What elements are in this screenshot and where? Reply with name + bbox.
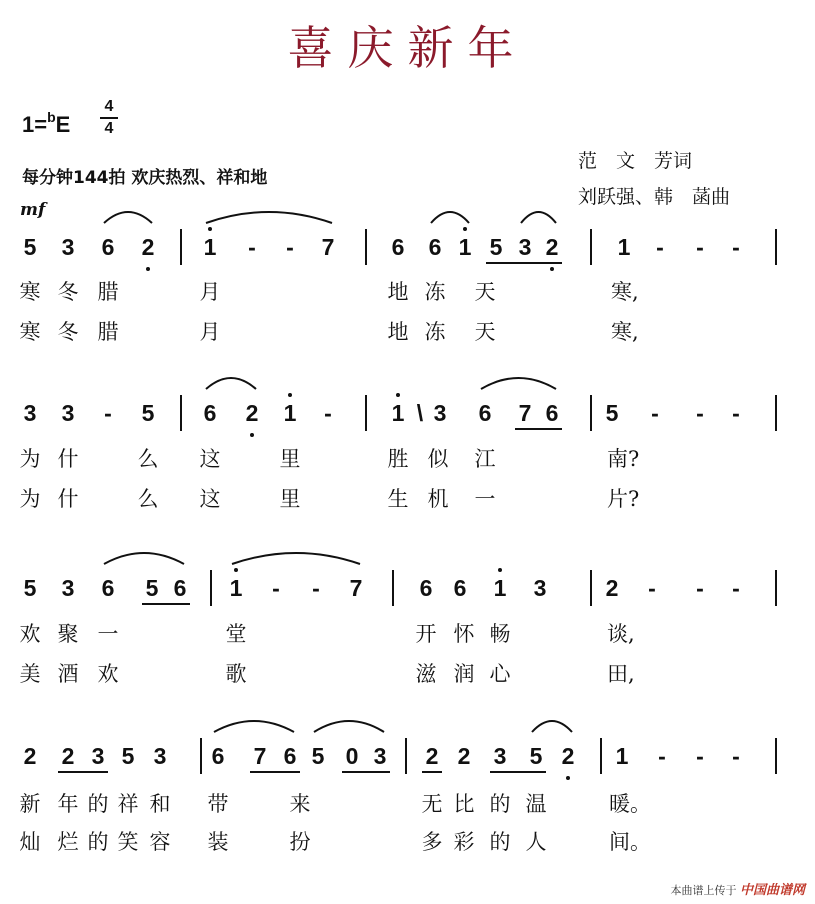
lyric-syllable: 的 <box>87 792 109 816</box>
note: - <box>696 234 704 260</box>
lyric-syllable: 祥 <box>117 792 139 816</box>
note: 3 <box>23 400 37 426</box>
time-bottom: 4 <box>104 120 114 137</box>
note: 5 <box>311 743 325 769</box>
bar-line <box>210 570 212 606</box>
note: 6 <box>545 400 559 426</box>
lyric-syllable: 畅 <box>489 622 511 646</box>
note: 6 <box>478 400 492 426</box>
note: 2 <box>61 743 75 769</box>
note: 5 <box>121 743 135 769</box>
lyric-syllable: 谈, <box>607 622 635 646</box>
eighth-underline <box>515 428 562 430</box>
lyric-syllable: 为 <box>19 447 41 471</box>
note: 5 <box>605 400 619 426</box>
bar-line <box>405 738 407 774</box>
note: 2 <box>425 743 439 769</box>
note: - <box>324 400 332 426</box>
note: 7 <box>518 400 532 426</box>
lyric-syllable: 容 <box>149 830 171 854</box>
note: - <box>651 400 659 426</box>
lyric-syllable: 这 <box>199 447 221 471</box>
note: - <box>658 743 666 769</box>
bar-line <box>590 229 592 265</box>
note: 1 <box>391 400 405 426</box>
slur <box>104 212 152 223</box>
page-title: 喜庆新年 <box>287 21 528 75</box>
lyric-syllable: 片? <box>607 487 640 511</box>
note: 2 <box>457 743 471 769</box>
note: 7 <box>321 234 335 260</box>
note: 2 <box>561 743 575 769</box>
lyric-syllable: 烂 <box>57 830 79 854</box>
bar-line <box>775 738 777 774</box>
note: - <box>696 400 704 426</box>
bar-line <box>180 395 182 431</box>
note: 6 <box>419 575 433 601</box>
note: 3 <box>518 234 532 260</box>
lyric-syllable: 什 <box>57 447 79 471</box>
lyric-syllable: 和 <box>149 792 171 816</box>
octave-dot <box>208 227 212 231</box>
tempo-marking: 每分钟144拍 欢庆热烈、祥和地 <box>22 168 268 188</box>
lyric-syllable: 寒 <box>19 320 41 344</box>
slur <box>532 721 572 732</box>
note: 6 <box>453 575 467 601</box>
bar-line <box>775 395 777 431</box>
lyric-syllable: 笑 <box>117 830 139 854</box>
note: - <box>656 234 664 260</box>
lyric-syllable: 比 <box>453 792 475 816</box>
note: 5 <box>23 234 37 260</box>
lyric-syllable: 江 <box>474 447 496 471</box>
lyricist-credit: 范 文 芳词 <box>578 150 693 172</box>
lyric-syllable: 月 <box>199 280 221 304</box>
lyric-syllable: 开 <box>415 622 437 646</box>
lyric-syllable: 机 <box>427 487 449 511</box>
note: 1 <box>203 234 217 260</box>
note: - <box>248 234 256 260</box>
lyric-syllable: 人 <box>525 830 547 854</box>
note: - <box>732 743 740 769</box>
note: - <box>696 575 704 601</box>
note: 6 <box>428 234 442 260</box>
note: - <box>732 234 740 260</box>
time-signature <box>100 98 118 138</box>
note: 6 <box>283 743 297 769</box>
note: \ <box>416 400 424 426</box>
octave-dot <box>234 568 238 572</box>
lyric-syllable: 冻 <box>424 320 446 344</box>
lyric-syllable: 地 <box>387 320 409 344</box>
note: 3 <box>533 575 547 601</box>
eighth-underline <box>490 771 546 773</box>
note: - <box>696 743 704 769</box>
note: 7 <box>349 575 363 601</box>
slur <box>206 378 256 389</box>
flat-sign: b <box>47 109 56 125</box>
note: - <box>272 575 280 601</box>
octave-dot <box>250 433 254 437</box>
lyric-syllable: 冻 <box>424 280 446 304</box>
note: 1 <box>493 575 507 601</box>
lyric-syllable: 腊 <box>97 280 119 304</box>
lyric-syllable: 滋 <box>415 662 437 686</box>
slur <box>314 721 384 732</box>
bar-line <box>590 570 592 606</box>
eighth-underline <box>486 262 562 264</box>
note: 1 <box>458 234 472 260</box>
octave-dot <box>566 776 570 780</box>
lyric-syllable: 来 <box>289 792 311 816</box>
slur <box>206 212 332 223</box>
note: 3 <box>153 743 167 769</box>
note: 5 <box>489 234 503 260</box>
eighth-underline <box>250 771 300 773</box>
key-signature <box>22 109 71 138</box>
lyric-syllable: 寒, <box>611 280 639 304</box>
lyric-syllable: 腊 <box>97 320 119 344</box>
lyric-syllable: 多 <box>421 830 443 854</box>
note: 3 <box>61 400 75 426</box>
footer <box>670 879 805 898</box>
lyric-syllable: 的 <box>489 830 511 854</box>
bar-line <box>590 395 592 431</box>
bar-line <box>200 738 202 774</box>
bar-line <box>775 570 777 606</box>
note: 2 <box>605 575 619 601</box>
lyric-syllable: 寒, <box>611 320 639 344</box>
lyric-syllable: 扮 <box>289 830 311 854</box>
lyric-syllable: 欢 <box>97 662 119 686</box>
lyric-syllable: 间。 <box>609 830 651 854</box>
lyric-syllable: 歌 <box>225 662 247 686</box>
note: 5 <box>145 575 159 601</box>
lyric-syllable: 装 <box>207 830 229 854</box>
octave-dot <box>288 393 292 397</box>
slur <box>214 721 294 732</box>
composer-credit: 刘跃强、韩 菡曲 <box>578 186 731 208</box>
lyric-syllable: 这 <box>199 487 221 511</box>
note: 6 <box>391 234 405 260</box>
lyric-syllable: 月 <box>199 320 221 344</box>
lyric-syllable: 心 <box>489 662 511 686</box>
octave-dot <box>146 267 150 271</box>
lyric-syllable: 欢 <box>19 622 41 646</box>
lyric-syllable: 里 <box>279 447 301 471</box>
note: - <box>286 234 294 260</box>
bar-line <box>775 229 777 265</box>
lyric-syllable: 什 <box>57 487 79 511</box>
note: 1 <box>229 575 243 601</box>
lyric-syllable: 带 <box>207 792 229 816</box>
lyric-syllable: 天 <box>474 320 496 344</box>
note: 3 <box>373 743 387 769</box>
lyric-syllable: 似 <box>427 447 449 471</box>
slur <box>104 553 184 564</box>
note: 1 <box>617 234 631 260</box>
note: 2 <box>245 400 259 426</box>
note: 2 <box>141 234 155 260</box>
lyric-syllable: 为 <box>19 487 41 511</box>
note: 3 <box>493 743 507 769</box>
lyric-syllable: 南? <box>607 447 640 471</box>
time-top: 4 <box>104 98 114 115</box>
note: 5 <box>529 743 543 769</box>
lyric-syllable: 冬 <box>57 280 79 304</box>
note: 6 <box>101 234 115 260</box>
eighth-underline <box>422 771 442 773</box>
lyric-syllable: 生 <box>387 487 409 511</box>
lyric-syllable: 里 <box>279 487 301 511</box>
note: 0 <box>345 743 359 769</box>
note: 2 <box>23 743 37 769</box>
slur <box>521 212 556 223</box>
lyric-syllable: 无 <box>421 792 443 816</box>
note: 7 <box>253 743 267 769</box>
dynamic-marking: mf <box>20 200 46 220</box>
note: 3 <box>91 743 105 769</box>
note: - <box>104 400 112 426</box>
lyric-syllable: 地 <box>387 280 409 304</box>
lyric-syllable: 聚 <box>57 622 79 646</box>
footer-text: 本曲谱上传于 <box>670 884 737 897</box>
bar-line <box>365 395 367 431</box>
lyric-syllable: 胜 <box>387 447 409 471</box>
lyric-syllable: 么 <box>137 487 159 511</box>
note: 6 <box>211 743 225 769</box>
eighth-underline <box>142 603 190 605</box>
lyric-syllable: 寒 <box>19 280 41 304</box>
lyric-syllable: 田, <box>607 662 635 686</box>
lyric-syllable: 润 <box>453 662 475 686</box>
lyric-syllable: 一 <box>97 622 119 646</box>
bar-line <box>180 229 182 265</box>
bar-line <box>365 229 367 265</box>
octave-dot <box>463 227 467 231</box>
lyric-syllable: 美 <box>19 662 41 686</box>
lyric-syllable: 灿 <box>19 830 41 854</box>
lyric-syllable: 么 <box>137 447 159 471</box>
lyric-syllable: 酒 <box>57 662 79 686</box>
eighth-underline <box>342 771 390 773</box>
lyric-syllable: 堂 <box>225 622 247 646</box>
note: 1 <box>615 743 629 769</box>
key-label: 1= <box>22 112 48 137</box>
note: - <box>732 575 740 601</box>
lyric-syllable: 冬 <box>57 320 79 344</box>
note: 5 <box>23 575 37 601</box>
note: 6 <box>173 575 187 601</box>
lyric-syllable: 一 <box>474 487 496 511</box>
bar-line <box>392 570 394 606</box>
slur <box>232 553 360 564</box>
lyric-syllable: 的 <box>489 792 511 816</box>
note: - <box>312 575 320 601</box>
note: 5 <box>141 400 155 426</box>
lyric-syllable: 温 <box>525 792 547 816</box>
note: 6 <box>101 575 115 601</box>
note: - <box>648 575 656 601</box>
note: 2 <box>545 234 559 260</box>
lyric-syllable: 暖。 <box>609 792 651 816</box>
slur <box>431 212 469 223</box>
site-logo: 中国曲谱网 <box>739 883 805 898</box>
octave-dot <box>550 267 554 271</box>
key-note: E <box>55 112 71 137</box>
eighth-underline <box>58 771 108 773</box>
lyric-syllable: 彩 <box>453 830 475 854</box>
note: - <box>732 400 740 426</box>
lyric-syllable: 新 <box>19 792 41 816</box>
note: 3 <box>61 575 75 601</box>
note: 3 <box>61 234 75 260</box>
note: 1 <box>283 400 297 426</box>
octave-dot <box>498 568 502 572</box>
octave-dot <box>396 393 400 397</box>
lyric-syllable: 怀 <box>453 622 475 646</box>
slur <box>481 378 556 389</box>
lyric-syllable: 的 <box>87 830 109 854</box>
lyric-syllable: 年 <box>57 792 79 816</box>
note: 6 <box>203 400 217 426</box>
lyric-syllable: 天 <box>474 280 496 304</box>
bar-line <box>600 738 602 774</box>
note: 3 <box>433 400 447 426</box>
